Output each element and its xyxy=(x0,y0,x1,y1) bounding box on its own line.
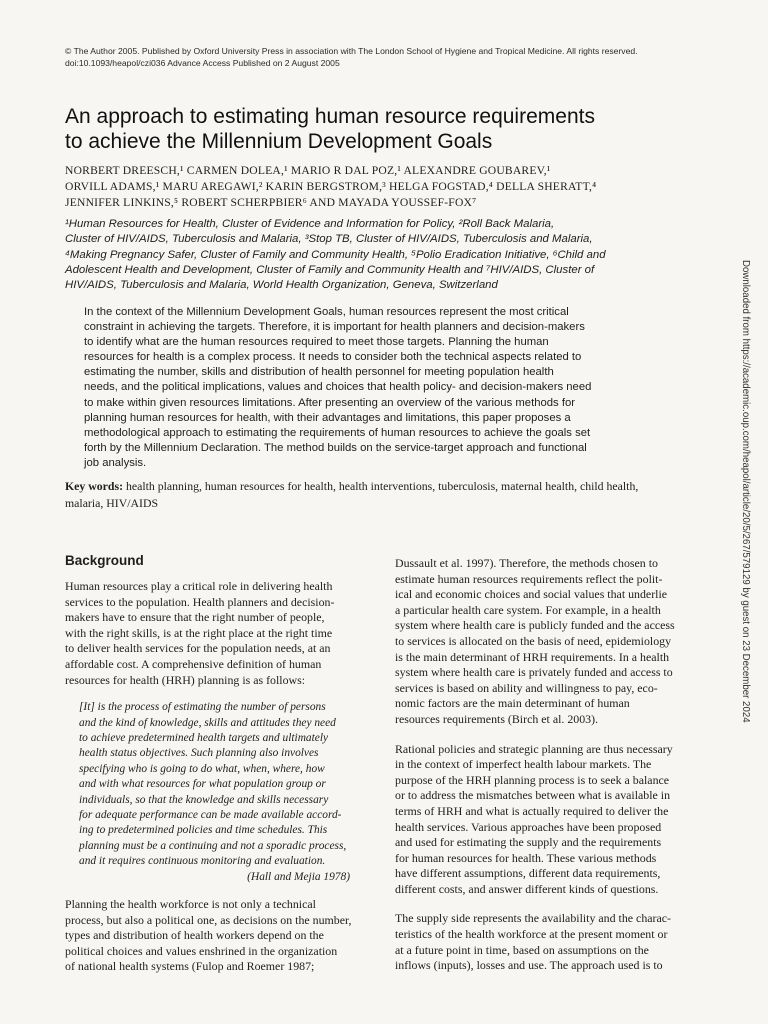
quote-line: to achieve predetermined health targets and ultimately xyxy=(79,731,329,744)
text-line: inflows (inputs), losses and use. The approach used is to xyxy=(395,958,663,973)
author-line-3: JENNIFER LINKINS,⁵ ROBERT SCHERPBIER⁶ AND MAYADA YOUSSEF-FOX⁷ xyxy=(65,196,477,209)
affiliation-line-1: ¹Human Resources for Health, Cluster of Evidence and Information for Policy, ²Roll Back Malaria, xyxy=(65,218,555,230)
text-line: teristics of the health workforce at the present moment or xyxy=(395,927,668,942)
abstract-line: job analysis. xyxy=(84,456,147,469)
author-line-2: ORVILL ADAMS,¹ MARU AREGAWI,² KARIN BERGSTROM,³ HELGA FOGSTAD,⁴ DELLA SHERATT,⁴ xyxy=(65,180,597,193)
paragraph xyxy=(395,911,705,973)
paragraph xyxy=(395,556,705,728)
quote-citation: (Hall and Mejia 1978) xyxy=(247,870,350,883)
abstract-line: planning human resources for health, with their advantages and limitations, this paper proposes a xyxy=(84,411,571,424)
keywords-text: health planning, human resources for health, health interventions, tuberculosis, maternal health, child health, xyxy=(123,479,639,493)
keywords-label: Key words: xyxy=(65,479,123,493)
paragraph xyxy=(395,742,705,898)
quote-line: individuals, so that the knowledge and skills necessary xyxy=(79,793,329,806)
text-line: ical and economic choices and social values that underlie xyxy=(395,587,668,602)
text-line: political choices and values enshrined in the organization xyxy=(65,943,338,958)
block-quote xyxy=(79,700,350,869)
affiliations xyxy=(65,217,725,293)
left-column xyxy=(65,553,350,987)
copyright-line: © The Author 2005. Published by Oxford University Press in association with The London School of Hygiene and Tropical Medicine. All rights reserved. xyxy=(65,46,638,56)
author-list xyxy=(65,163,715,211)
abstract-line: to identify what are the human resources required to meet those targets. Planning the human xyxy=(84,336,549,349)
keywords-text-continued: malaria, HIV/AIDS xyxy=(65,495,159,510)
author-line-1: NORBERT DREESCH,¹ CARMEN DOLEA,¹ MARIO R DAL POZ,¹ ALEXANDRE GOUBAREV,¹ xyxy=(65,164,551,177)
quote-line: and it requires continuous monitoring and evaluation. xyxy=(79,855,326,868)
abstract-line: forth by the Millennium Declaration. The method builds on the service-target approach and functional xyxy=(84,441,587,454)
section-heading: Background xyxy=(65,553,144,568)
abstract-line: resources for health is a complex process. It needs to consider both the technical aspects related to xyxy=(84,351,582,364)
abstract-line: estimating the number, skills and distribution of health personnel for meeting population health xyxy=(84,366,554,379)
quote-line: planning must be a continuing and not a sporadic process, xyxy=(79,839,347,852)
text-line: in the context of imperfect health labour markets. The xyxy=(395,757,652,772)
text-line: and used for estimating the supply and the requirements xyxy=(395,835,662,850)
text-line: Rational policies and strategic planning are thus necessary xyxy=(395,741,673,756)
affiliation-line-5: HIV/AIDS, Tuberculosis and Malaria, World Health Organization, Geneva, Switzerland xyxy=(65,279,498,292)
download-watermark: Downloaded from https://academic.oup.com/heapol/article/20/5/267/579129 by guest on 23 December 2024 xyxy=(740,260,751,723)
text-line: to deliver health services for the population needs, at an xyxy=(65,641,331,656)
paragraph xyxy=(65,579,350,688)
text-line: system where health care is privately funded and access to xyxy=(395,665,673,680)
quote-line: [It] is the process of estimating the number of persons xyxy=(79,701,326,714)
quote-line: and the kind of knowledge, skills and attitudes they need xyxy=(79,716,336,729)
text-line: types and distribution of health workers depend on the xyxy=(65,928,324,943)
text-line: services is based on ability and willingness to pay, eco- xyxy=(395,680,658,695)
text-line: Dussault et al. 1997). Therefore, the methods chosen to xyxy=(395,556,658,570)
text-line: with the right skills, is at the right place at the right time xyxy=(65,625,333,640)
text-line: nomic factors are the main determinant of human xyxy=(395,696,630,711)
text-line: to services is allocated on the basis of need, epidemiology xyxy=(395,633,672,648)
text-line: have different assumptions, different data requirements, xyxy=(395,866,661,881)
text-line: or to address the mismatches between what is available in xyxy=(395,788,671,803)
quote-line: and with what resources for what population group or xyxy=(79,778,326,791)
abstract-line: In the context of the Millennium Development Goals, human resources represent the most critical xyxy=(84,306,569,318)
doi-line: doi:10.1093/heapol/czi036 Advance Access Published on 2 August 2005 xyxy=(65,58,340,68)
text-line: at a future point in time, based on assumptions on the xyxy=(395,942,649,957)
quote-line: health status objectives. Such planning also involves xyxy=(79,747,319,760)
text-line: terms of HRH and what is actually required to deliver the xyxy=(395,803,669,818)
text-line: services to the population. Health planners and decision- xyxy=(65,594,335,609)
paper-title xyxy=(65,104,725,154)
quote-line: specifying who is going to do what, when, where, how xyxy=(79,762,325,775)
abstract-line: needs, and the political implications, values and choices that health policy- and decision-makers need xyxy=(84,381,592,394)
text-line: is the main determinant of HRH requirements. In a health xyxy=(395,649,670,664)
title-line-2: to achieve the Millennium Development Goals xyxy=(65,130,493,153)
right-column xyxy=(395,556,705,986)
paragraph xyxy=(65,897,350,975)
quote-line: ing to predetermined policies and time schedules. This xyxy=(79,824,328,837)
abstract-line: to make within given resources limitations. After presenting an overview of the various methods for xyxy=(84,396,576,409)
text-line: The supply side represents the availability and the charac- xyxy=(395,911,672,926)
abstract-line: methodological approach to estimating the requirements of human resources to achieve the goals set xyxy=(84,426,591,439)
text-line: system where health care is publicly funded and the access xyxy=(395,618,675,633)
text-line: for human resources for health. These various methods xyxy=(395,850,657,865)
copyright-header xyxy=(65,45,715,69)
text-line: resources requirements (Birch et al. 2003). xyxy=(395,711,599,726)
text-line: Planning the health workforce is not only a technical xyxy=(65,897,316,912)
text-line: affordable cost. A comprehensive definition of human xyxy=(65,656,322,671)
text-line: process, but also a political one, as decisions on the number, xyxy=(65,912,352,927)
text-line: estimate human resources requirements reflect the polit- xyxy=(395,571,663,586)
title-line-1: An approach to estimating human resource requirements xyxy=(65,105,595,128)
text-line: a particular health care system. For example, in a health xyxy=(395,602,661,617)
text-line: of national health systems (Fulop and Roemer 1987; xyxy=(65,959,315,974)
abstract-line: constraint in achieving the targets. Therefore, it is important for health planners and decision-makers xyxy=(84,321,585,334)
keywords xyxy=(65,478,725,511)
text-line: different costs, and answer different kinds of questions. xyxy=(395,881,659,896)
text-line: resources for health (HRH) planning is as follows: xyxy=(65,672,306,687)
text-line: purpose of the HRH planning process is to seek a balance xyxy=(395,772,670,787)
quote-line: for adequate performance can be made available accord- xyxy=(79,809,342,821)
text-line: health services. Various approaches have been proposed xyxy=(395,819,662,834)
affiliation-line-4: Adolescent Health and Development, Cluster of Family and Community Health and ⁷HIV/AIDS, Cluster of xyxy=(65,263,595,276)
text-line: makers have to ensure that the right number of people, xyxy=(65,610,325,625)
abstract xyxy=(84,305,704,471)
affiliation-line-2: Cluster of HIV/AIDS, Tuberculosis and Malaria, ³Stop TB, Cluster of HIV/AIDS, Tuberculosis and Malaria, xyxy=(65,233,593,246)
affiliation-line-3: ⁴Making Pregnancy Safer, Cluster of Family and Community Health, ⁵Polio Eradication Initiative, ⁶Child and xyxy=(65,248,606,261)
text-line: Human resources play a critical role in delivering health xyxy=(65,579,333,593)
